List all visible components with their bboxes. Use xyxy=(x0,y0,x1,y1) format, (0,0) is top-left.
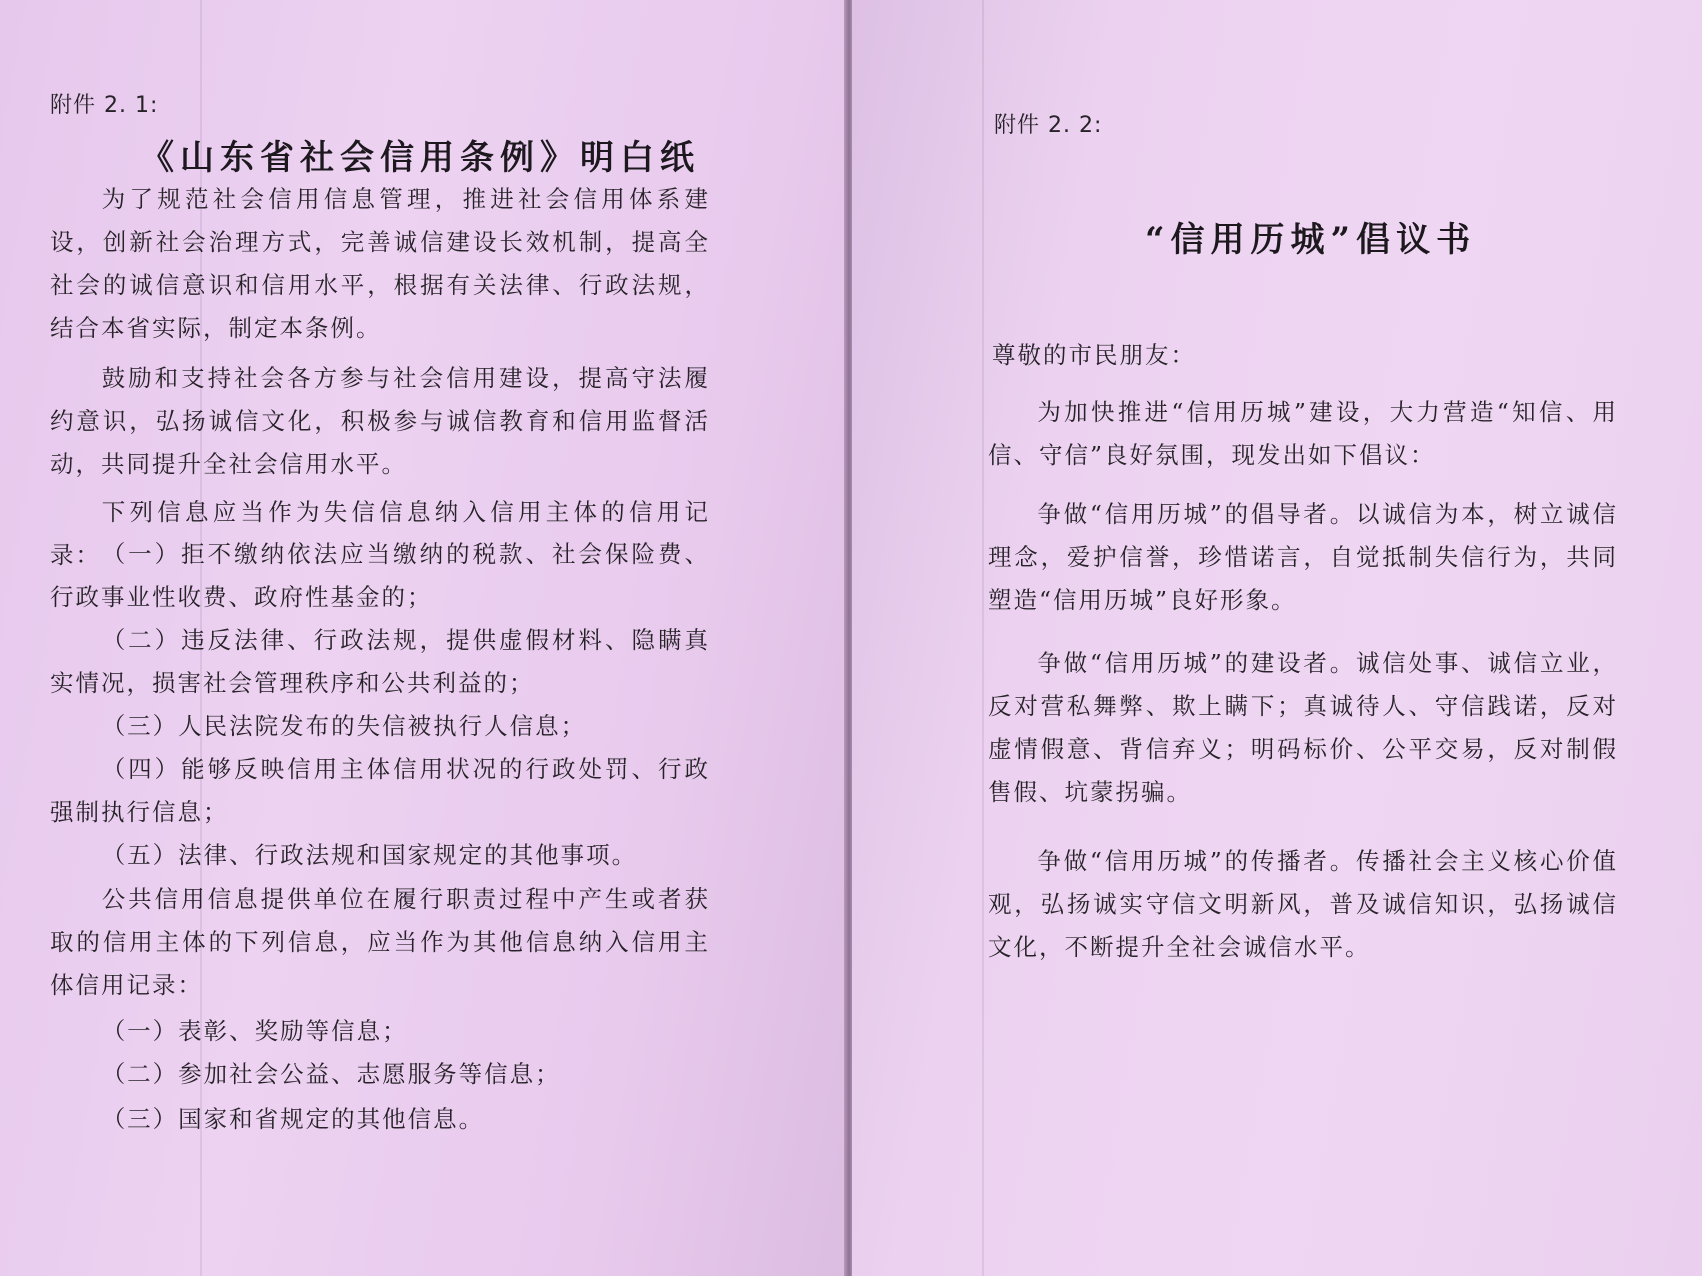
right-salutation: 尊敬的市民朋友： xyxy=(992,341,1196,369)
left-paragraph-other-info: 公共信用信息提供单位在履行职责过程中产生或者获取的信用主体的下列信息，应当作为其他信息纳入信用主体信用记录： xyxy=(50,885,710,999)
left-dishonesty-item-2: （二）违反法律、行政法规，提供虚假材料、隐瞒真实情况，损害社会管理秩序和公共利益的； xyxy=(50,626,710,697)
left-other-item-2: （二）参加社会公益、志愿服务等信息； xyxy=(101,1060,561,1088)
right-page xyxy=(852,0,1702,1276)
attachment-label-left: 附件 2. 1: xyxy=(50,93,159,118)
left-other-item-1: （一）表彰、奖励等信息； xyxy=(101,1017,408,1045)
left-paragraph-encourage: 鼓励和支持社会各方参与社会信用建设，提高守法履约意识，弘扬诚信文化，积极参与诚信教育和信用监督活动，共同提升全社会信用水平。 xyxy=(50,364,710,478)
left-paragraph-dishonesty-intro: 下列信息应当作为失信信息纳入信用主体的信用记录： xyxy=(50,498,710,569)
left-dishonesty-item-1: （一）拒不缴纳依法应当缴纳的税款、社会保险费、行政事业性收费、政府性基金的； xyxy=(50,540,710,611)
left-other-item-3: （三）国家和省规定的其他信息。 xyxy=(101,1105,485,1133)
right-paragraph-advocate: 争做“信用历城”的倡导者。以诚信为本，树立诚信理念，爱护信誉，珍惜诺言，自觉抵制失信行为，共同塑造“信用历城”良好形象。 xyxy=(988,500,1618,614)
left-document-title: 《山东省社会信用条例》明白纸 xyxy=(140,138,700,178)
left-paragraph-purpose: 为了规范社会信用信息管理，推进社会信用体系建设，创新社会治理方式，完善诚信建设长效机制，提高全社会的诚信意识和信用水平，根据有关法律、行政法规，结合本省实际，制定本条例。 xyxy=(50,185,710,342)
right-paragraph-builder: 争做“信用历城”的建设者。诚信处事、诚信立业，反对营私舞弊、欺上瞒下；真诚待人、守信践诺，反对虚情假意、背信弃义；明码标价、公平交易，反对制假售假、坑蒙拐骗。 xyxy=(988,649,1618,806)
left-dishonesty-item-4: （四）能够反映信用主体信用状况的行政处罚、行政强制执行信息； xyxy=(50,755,710,826)
right-paragraph-communicator: 争做“信用历城”的传播者。传播社会主义核心价值观，弘扬诚实守信文明新风，普及诚信知识，弘扬诚信文化，不断提升全社会诚信水平。 xyxy=(988,847,1618,961)
paper-fold-line xyxy=(982,0,984,1276)
right-document-title: “信用历城”倡议书 xyxy=(1145,220,1477,260)
right-paragraph-intro: 为加快推进“信用历城”建设，大力营造“知信、用信、守信”良好氛围，现发出如下倡议： xyxy=(988,398,1618,469)
left-dishonesty-item-5: （五）法律、行政法规和国家规定的其他事项。 xyxy=(101,841,638,869)
attachment-label-right: 附件 2. 2: xyxy=(994,113,1103,138)
left-dishonesty-item-3: （三）人民法院发布的失信被执行人信息； xyxy=(101,712,587,740)
